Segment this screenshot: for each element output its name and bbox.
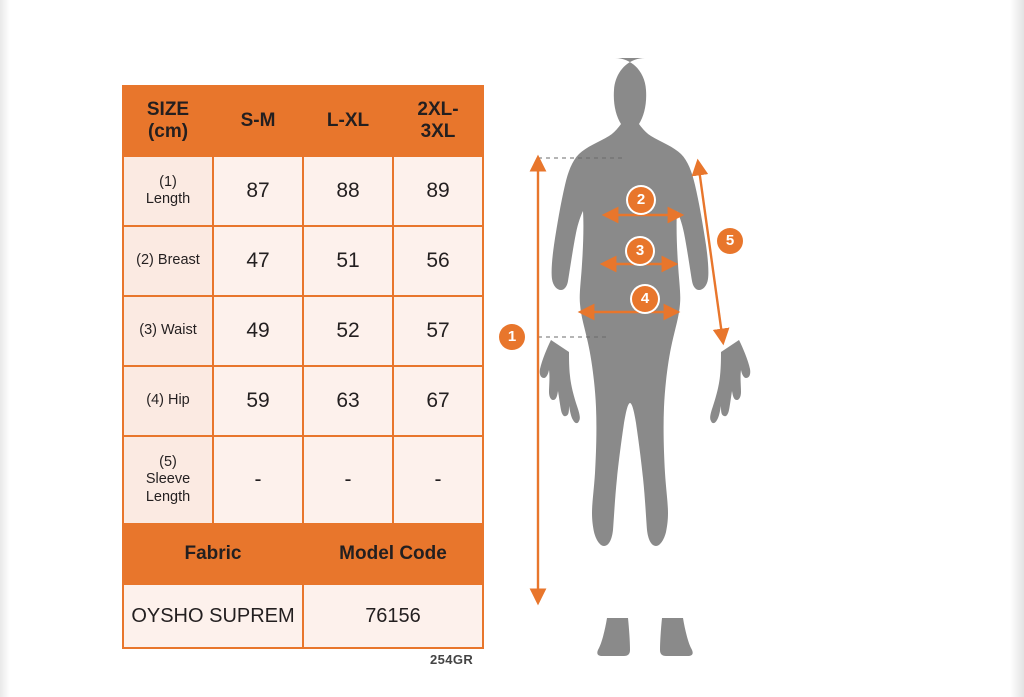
marker-4-hip: 4 bbox=[632, 286, 658, 312]
header-model-code: Model Code bbox=[303, 524, 483, 584]
table-row bbox=[123, 226, 483, 296]
cell-breast-2xl3xl: 56 bbox=[393, 226, 483, 296]
figure-svg bbox=[495, 40, 815, 660]
size-table bbox=[122, 85, 484, 649]
header-size-line1: SIZE bbox=[146, 99, 190, 121]
header-2xl-3xl bbox=[393, 86, 483, 156]
row-label-sleeve-length bbox=[123, 436, 213, 524]
header-size-line2: (cm) bbox=[147, 121, 189, 142]
value-fabric: OYSHO SUPREM bbox=[123, 584, 303, 648]
cell-breast-lxl: 51 bbox=[303, 226, 393, 296]
cell-breast-sm: 47 bbox=[213, 226, 303, 296]
table-row bbox=[123, 296, 483, 366]
cell-length-sm: 87 bbox=[213, 156, 303, 226]
cell-waist-sm: 49 bbox=[213, 296, 303, 366]
cell-length-2xl3xl: 89 bbox=[393, 156, 483, 226]
page-edge-left bbox=[0, 0, 10, 697]
body-silhouette-icon bbox=[540, 58, 751, 656]
row-label-length-line1: (1) bbox=[159, 173, 177, 190]
marker-1-length: 1 bbox=[499, 324, 525, 350]
table-row bbox=[123, 366, 483, 436]
header-size-cm bbox=[123, 86, 213, 156]
value-model-code: 76156 bbox=[303, 584, 483, 648]
measurement-figure bbox=[495, 40, 815, 660]
cell-hip-lxl: 63 bbox=[303, 366, 393, 436]
cell-waist-lxl: 52 bbox=[303, 296, 393, 366]
cell-hip-sm: 59 bbox=[213, 366, 303, 436]
row-label-sleeve-line2: Sleeve bbox=[145, 471, 191, 488]
row-label-hip: (4) Hip bbox=[123, 366, 213, 436]
cell-length-lxl: 88 bbox=[303, 156, 393, 226]
table-footer-header-row bbox=[123, 524, 483, 584]
cell-sleeve-2xl3xl: - bbox=[393, 436, 483, 524]
header-s-m: S-M bbox=[213, 86, 303, 156]
row-label-length bbox=[123, 156, 213, 226]
row-label-waist: (3) Waist bbox=[123, 296, 213, 366]
sheet-code-label: 254GR bbox=[430, 652, 474, 667]
row-label-sleeve-line3: Length bbox=[145, 488, 191, 505]
table-header-row bbox=[123, 86, 483, 156]
cell-waist-2xl3xl: 57 bbox=[393, 296, 483, 366]
table-row bbox=[123, 156, 483, 226]
row-label-sleeve-line1: (5) bbox=[159, 453, 177, 470]
cell-hip-2xl3xl: 67 bbox=[393, 366, 483, 436]
page-edge-right bbox=[1010, 0, 1024, 697]
header-l-xl: L-XL bbox=[303, 86, 393, 156]
row-label-length-line2: Length bbox=[145, 191, 191, 207]
header-fabric: Fabric bbox=[123, 524, 303, 584]
header-2xl-line2: 3XL bbox=[420, 121, 456, 142]
row-label-breast: (2) Breast bbox=[123, 226, 213, 296]
cell-sleeve-sm: - bbox=[213, 436, 303, 524]
marker-3-waist: 3 bbox=[627, 238, 653, 264]
cell-sleeve-lxl: - bbox=[303, 436, 393, 524]
header-2xl-line1: 2XL- bbox=[417, 99, 459, 121]
table-row bbox=[123, 436, 483, 524]
marker-2-breast: 2 bbox=[628, 187, 654, 213]
table-footer-value-row bbox=[123, 584, 483, 648]
marker-5-sleeve-length: 5 bbox=[717, 228, 743, 254]
